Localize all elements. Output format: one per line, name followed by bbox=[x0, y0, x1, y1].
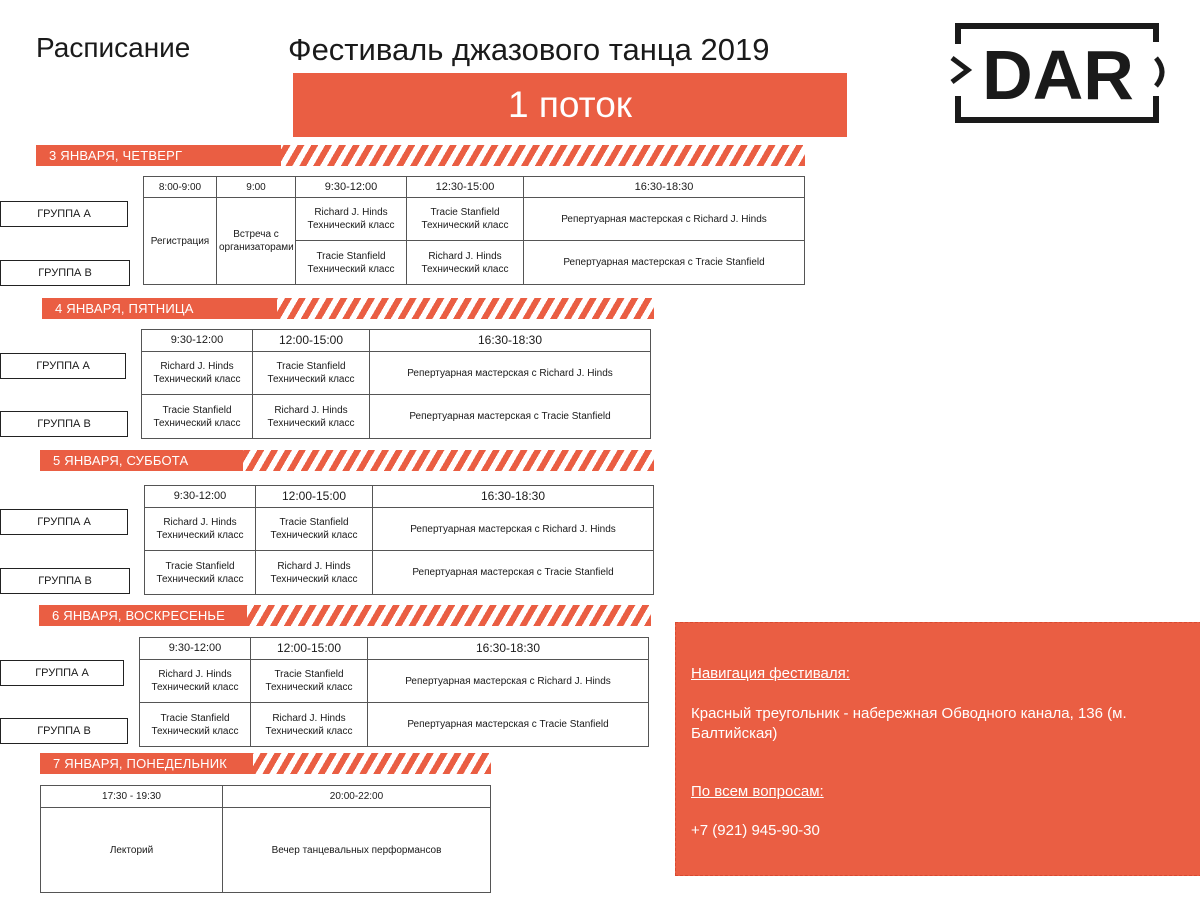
class-type: Технический класс bbox=[267, 374, 355, 385]
class-type: Технический класс bbox=[156, 573, 244, 585]
teacher-name: Tracie Stanfield bbox=[276, 361, 346, 372]
day-label: 4 ЯНВАРЯ, ПЯТНИЦА bbox=[42, 298, 277, 319]
day-banner bbox=[36, 145, 805, 166]
class-cell bbox=[142, 395, 253, 439]
class-cell bbox=[251, 703, 368, 747]
time-cell: 12:00-15:00 bbox=[253, 330, 370, 352]
page-title: Фестиваль джазового танца 2019 bbox=[288, 32, 770, 67]
registration-cell: Регистрация bbox=[144, 198, 217, 285]
class-type: Технический класс bbox=[270, 573, 358, 585]
class-cell bbox=[253, 395, 370, 439]
venue-address: Красный треугольник - набережная Обводного канала, 136 (м. Балтийская) bbox=[691, 705, 1127, 742]
group-b-label: ГРУППА В bbox=[0, 411, 128, 437]
time-cell: 9:30-12:00 bbox=[140, 638, 251, 660]
time-cell: 9:30-12:00 bbox=[142, 330, 253, 352]
teacher-name: Richard J. Hinds bbox=[158, 669, 232, 680]
questions-heading: По всем вопросам: bbox=[691, 783, 824, 800]
class-cell bbox=[145, 508, 256, 551]
group-a-label: ГРУППА А bbox=[0, 509, 128, 535]
teacher-name: Richard J. Hinds bbox=[160, 361, 234, 372]
teacher-name: Tracie Stanfield bbox=[274, 669, 344, 680]
time-cell: 8:00-9:00 bbox=[144, 177, 217, 198]
contact-phone: +7 (921) 945-90-30 bbox=[691, 822, 820, 839]
workshop-cell: Репертуарная мастерская с Tracie Stanfield bbox=[524, 241, 805, 285]
teacher-name: Richard J. Hinds bbox=[314, 207, 388, 218]
time-cell: 16:30-18:30 bbox=[524, 177, 805, 198]
schedule-table bbox=[139, 637, 649, 747]
class-type: Технический класс bbox=[153, 417, 241, 429]
time-cell: 9:00 bbox=[217, 177, 296, 198]
class-cell bbox=[256, 508, 373, 551]
class-type: Технический класс bbox=[267, 417, 355, 429]
group-a-label: ГРУППА А bbox=[0, 660, 124, 686]
dar-logo bbox=[950, 22, 1165, 126]
teacher-name: Tracie Stanfield bbox=[316, 250, 386, 262]
class-cell bbox=[256, 551, 373, 595]
time-cell: 12:00-15:00 bbox=[256, 486, 373, 508]
info-panel bbox=[675, 622, 1200, 876]
workshop-cell: Репертуарная мастерская с Richard J. Hinds bbox=[368, 660, 649, 703]
group-b-label: ГРУППА В bbox=[0, 568, 130, 594]
class-cell bbox=[145, 551, 256, 595]
day-label: 7 ЯНВАРЯ, ПОНЕДЕЛЬНИК bbox=[40, 753, 253, 774]
time-cell: 16:30-18:30 bbox=[370, 330, 651, 352]
schedule-table bbox=[143, 176, 805, 285]
class-cell bbox=[140, 703, 251, 747]
day-banner bbox=[39, 605, 651, 626]
class-cell bbox=[140, 660, 251, 703]
workshop-cell: Репертуарная мастерская с Richard J. Hinds bbox=[370, 352, 651, 395]
class-cell bbox=[251, 660, 368, 703]
time-cell: 9:30-12:00 bbox=[296, 177, 407, 198]
class-cell bbox=[296, 241, 407, 285]
class-cell bbox=[253, 352, 370, 395]
group-a-label: ГРУППА А bbox=[0, 353, 126, 379]
teacher-name: Richard J. Hinds bbox=[272, 712, 346, 724]
teacher-name: Tracie Stanfield bbox=[162, 404, 232, 416]
class-type: Технический класс bbox=[307, 263, 395, 275]
teacher-name: Richard J. Hinds bbox=[428, 250, 502, 262]
event-cell: Лекторий bbox=[41, 808, 223, 893]
time-cell: 12:30-15:00 bbox=[407, 177, 524, 198]
class-type: Технический класс bbox=[151, 682, 239, 693]
teacher-name: Tracie Stanfield bbox=[430, 207, 500, 218]
class-cell bbox=[142, 352, 253, 395]
day-banner bbox=[40, 753, 491, 774]
schedule-table bbox=[40, 785, 491, 893]
class-type: Технический класс bbox=[153, 374, 241, 385]
teacher-name: Tracie Stanfield bbox=[160, 712, 230, 724]
class-type: Технический класс bbox=[151, 725, 239, 737]
schedule-table bbox=[144, 485, 654, 595]
time-cell: 9:30-12:00 bbox=[145, 486, 256, 508]
day-banner bbox=[42, 298, 654, 319]
group-a-label: ГРУППА А bbox=[0, 201, 128, 227]
class-type: Технический класс bbox=[265, 682, 353, 693]
class-cell bbox=[407, 198, 524, 241]
teacher-name: Richard J. Hinds bbox=[277, 560, 351, 572]
day-label: 3 ЯНВАРЯ, ЧЕТВЕРГ bbox=[36, 145, 281, 166]
class-cell bbox=[296, 198, 407, 241]
logo-text: DAR bbox=[982, 36, 1134, 114]
group-b-label: ГРУППА В bbox=[0, 260, 130, 286]
class-type: Технический класс bbox=[265, 725, 353, 737]
class-type: Технический класс bbox=[270, 530, 358, 541]
time-cell: 16:30-18:30 bbox=[368, 638, 649, 660]
schedule-table bbox=[141, 329, 651, 439]
class-cell bbox=[407, 241, 524, 285]
workshop-cell: Репертуарная мастерская с Richard J. Hinds bbox=[524, 198, 805, 241]
teacher-name: Richard J. Hinds bbox=[163, 517, 237, 528]
workshop-cell: Репертуарная мастерская с Richard J. Hinds bbox=[373, 508, 654, 551]
day-label: 5 ЯНВАРЯ, СУББОТА bbox=[40, 450, 243, 471]
workshop-cell: Репертуарная мастерская с Tracie Stanfield bbox=[370, 395, 651, 439]
group-b-label: ГРУППА В bbox=[0, 718, 128, 744]
class-type: Технический класс bbox=[156, 530, 244, 541]
day-label: 6 ЯНВАРЯ, ВОСКРЕСЕНЬЕ bbox=[39, 605, 247, 626]
teacher-name: Tracie Stanfield bbox=[165, 560, 235, 572]
class-type: Технический класс bbox=[421, 220, 509, 231]
time-cell: 16:30-18:30 bbox=[373, 486, 654, 508]
meeting-cell: Встреча с организаторами bbox=[217, 198, 296, 285]
navigation-heading: Навигация фестиваля: bbox=[691, 665, 850, 682]
page-subtitle: Расписание bbox=[36, 32, 191, 63]
class-type: Технический класс bbox=[307, 220, 395, 231]
time-cell: 17:30 - 19:30 bbox=[41, 786, 223, 808]
teacher-name: Richard J. Hinds bbox=[274, 404, 348, 416]
flow-banner: 1 поток bbox=[293, 73, 847, 137]
time-cell: 20:00-22:00 bbox=[223, 786, 491, 808]
class-type: Технический класс bbox=[421, 263, 509, 275]
workshop-cell: Репертуарная мастерская с Tracie Stanfield bbox=[373, 551, 654, 595]
teacher-name: Tracie Stanfield bbox=[279, 517, 349, 528]
time-cell: 12:00-15:00 bbox=[251, 638, 368, 660]
day-banner bbox=[40, 450, 654, 471]
event-cell: Вечер танцевальных перформансов bbox=[223, 808, 491, 893]
workshop-cell: Репертуарная мастерская с Tracie Stanfield bbox=[368, 703, 649, 747]
